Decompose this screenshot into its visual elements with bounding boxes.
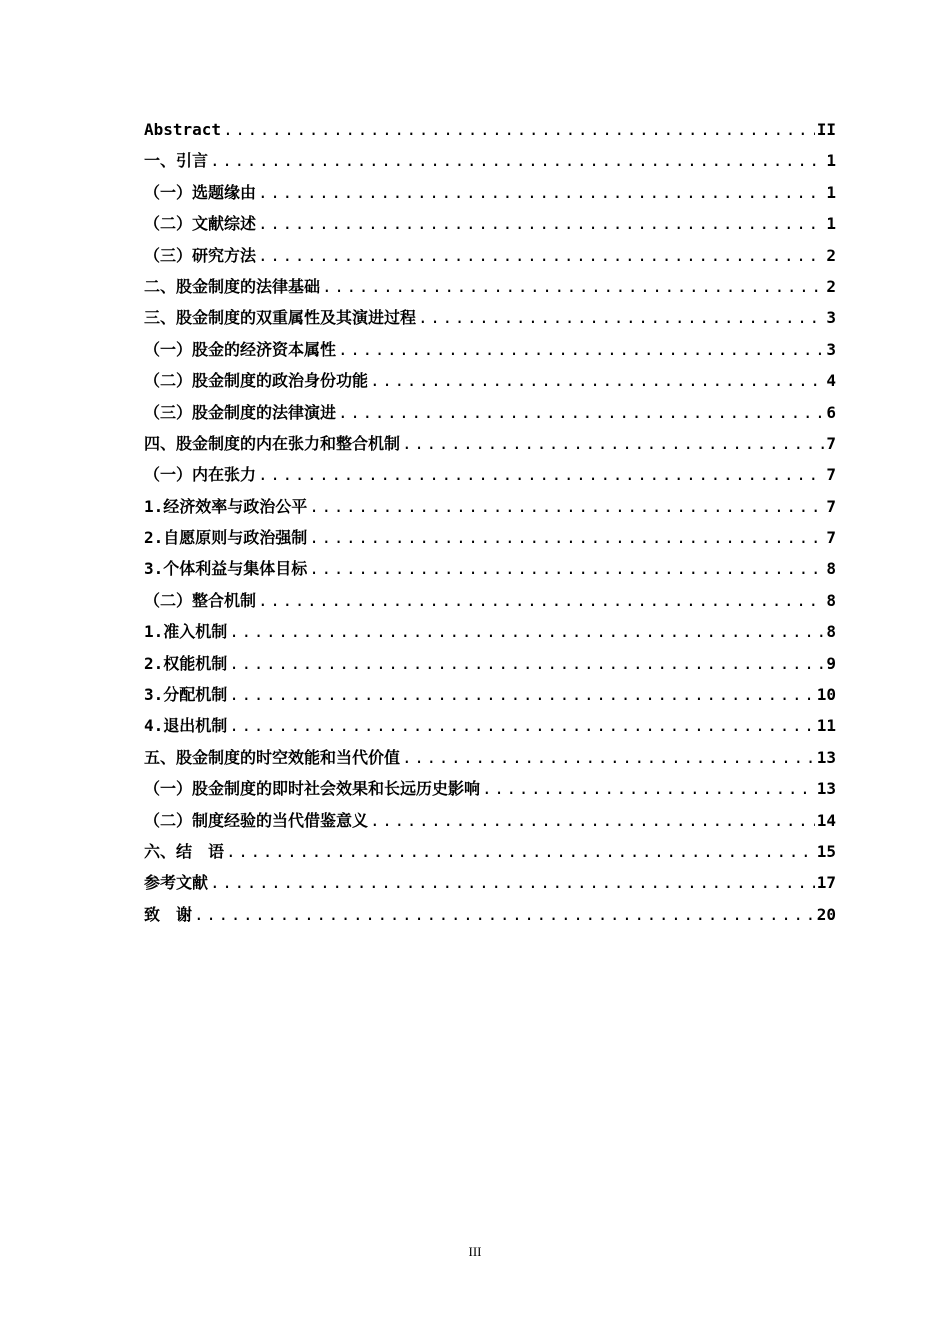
toc-entry-page: 13 xyxy=(816,747,836,767)
toc-dot-leader xyxy=(223,114,815,145)
toc-entry[interactable] xyxy=(144,836,836,867)
toc-entry-title: 二、股金制度的法律基础 xyxy=(144,276,321,296)
toc-entry-page: 7 xyxy=(826,496,836,516)
toc-entry-title: 三、股金制度的双重属性及其演进过程 xyxy=(144,308,417,328)
toc-entry-title: （一）内在张力 xyxy=(144,465,257,485)
toc-entry-title: （二）股金制度的政治身份功能 xyxy=(144,371,369,391)
toc-entry-title: （一）股金制度的即时社会效果和长远历史影响 xyxy=(144,779,481,799)
toc-entry[interactable] xyxy=(144,773,836,804)
toc-entry[interactable] xyxy=(144,648,836,679)
toc-entry-page: 11 xyxy=(816,716,836,736)
toc-dot-leader xyxy=(370,805,815,836)
page-number: III xyxy=(468,1244,482,1259)
toc-entry-title: 六、结 语 xyxy=(144,841,225,861)
toc-entry-title: （二）文献综述 xyxy=(144,214,257,234)
toc-dot-leader xyxy=(229,710,814,741)
toc-entry-page: 1 xyxy=(826,151,836,171)
toc-entry-title: 3.个体利益与集体目标 xyxy=(144,559,308,579)
toc-entry-page: 3 xyxy=(826,308,836,328)
toc-entry[interactable] xyxy=(144,742,836,773)
toc-dot-leader xyxy=(258,240,824,271)
toc-entry-page: 17 xyxy=(816,873,836,893)
toc-entry-title: 1.准入机制 xyxy=(144,622,228,642)
toc-entry-page: 3 xyxy=(826,339,836,359)
toc-entry[interactable] xyxy=(144,145,836,176)
toc-dot-leader xyxy=(309,553,824,584)
toc-entry-title: （一）选题缘由 xyxy=(144,182,257,202)
toc-entry[interactable] xyxy=(144,679,836,710)
toc-entry-title: 4.退出机制 xyxy=(144,716,228,736)
toc-dot-leader xyxy=(258,177,824,208)
toc-dot-leader xyxy=(258,208,824,239)
toc-entry-page: 15 xyxy=(816,841,836,861)
toc-dot-leader xyxy=(226,836,815,867)
toc-entry[interactable] xyxy=(144,522,836,553)
toc-entry[interactable] xyxy=(144,271,836,302)
toc-dot-leader xyxy=(322,271,824,302)
toc-entry-page: 8 xyxy=(826,590,836,610)
toc-dot-leader xyxy=(258,459,824,490)
toc-entry-page: 9 xyxy=(826,653,836,673)
toc-entry-page: 1 xyxy=(826,182,836,202)
toc-entry-page: 7 xyxy=(826,465,836,485)
toc-entry-page: 8 xyxy=(826,559,836,579)
toc-entry[interactable] xyxy=(144,491,836,522)
toc-entry[interactable] xyxy=(144,334,836,365)
toc-entry-title: 四、股金制度的内在张力和整合机制 xyxy=(144,433,401,453)
toc-entry-page: 1 xyxy=(826,214,836,234)
toc-entry-page: 2 xyxy=(826,245,836,265)
toc-dot-leader xyxy=(402,742,815,773)
toc-entry[interactable] xyxy=(144,553,836,584)
toc-entry[interactable] xyxy=(144,710,836,741)
toc-entry-page: 8 xyxy=(826,622,836,642)
toc-entry[interactable] xyxy=(144,867,836,898)
toc-entry[interactable] xyxy=(144,177,836,208)
toc-dot-leader xyxy=(482,773,815,804)
toc-entry[interactable] xyxy=(144,397,836,428)
toc-entry[interactable] xyxy=(144,302,836,333)
toc-entry-title: （三）股金制度的法律演进 xyxy=(144,402,337,422)
toc-entry-page: 4 xyxy=(826,371,836,391)
toc-dot-leader xyxy=(229,648,824,679)
toc-entry-title: 2.权能机制 xyxy=(144,653,228,673)
toc-entry-page: 2 xyxy=(826,276,836,296)
toc-entry-page: 6 xyxy=(826,402,836,422)
toc-entry-page: 13 xyxy=(816,779,836,799)
toc-entry-page: 20 xyxy=(816,904,836,924)
toc-entry[interactable] xyxy=(144,365,836,396)
toc-entry-title: 五、股金制度的时空效能和当代价值 xyxy=(144,747,401,767)
toc-dot-leader xyxy=(418,302,824,333)
table-of-contents xyxy=(144,114,836,930)
toc-entry[interactable] xyxy=(144,585,836,616)
toc-dot-leader xyxy=(194,899,815,930)
toc-dot-leader xyxy=(210,145,824,176)
toc-entry-title: （三）研究方法 xyxy=(144,245,257,265)
toc-entry-title: （二）整合机制 xyxy=(144,590,257,610)
toc-dot-leader xyxy=(309,491,824,522)
toc-entry[interactable] xyxy=(144,805,836,836)
toc-entry-page: II xyxy=(816,119,836,139)
toc-entry-page: 14 xyxy=(816,810,836,830)
toc-entry-page: 7 xyxy=(826,528,836,548)
toc-dot-leader xyxy=(370,365,824,396)
toc-entry[interactable] xyxy=(144,240,836,271)
toc-dot-leader xyxy=(229,679,814,710)
toc-dot-leader xyxy=(309,522,824,553)
toc-entry-page: 10 xyxy=(816,685,836,705)
toc-entry-title: 1.经济效率与政治公平 xyxy=(144,496,308,516)
toc-entry[interactable] xyxy=(144,208,836,239)
toc-entry-title: （一）股金的经济资本属性 xyxy=(144,339,337,359)
toc-entry-title: 参考文献 xyxy=(144,873,209,893)
toc-entry[interactable] xyxy=(144,616,836,647)
toc-entry-title: Abstract xyxy=(144,119,222,139)
toc-entry-title: 2.自愿原则与政治强制 xyxy=(144,528,308,548)
toc-entry[interactable] xyxy=(144,459,836,490)
toc-entry[interactable] xyxy=(144,114,836,145)
toc-dot-leader xyxy=(402,428,824,459)
toc-entry-title: 一、引言 xyxy=(144,151,209,171)
toc-dot-leader xyxy=(338,334,824,365)
toc-entry[interactable] xyxy=(144,428,836,459)
toc-dot-leader xyxy=(229,616,824,647)
toc-entry-title: （二）制度经验的当代借鉴意义 xyxy=(144,810,369,830)
toc-entry-page: 7 xyxy=(826,433,836,453)
toc-dot-leader xyxy=(258,585,824,616)
toc-dot-leader xyxy=(210,867,815,898)
toc-dot-leader xyxy=(338,397,824,428)
toc-entry-title: 3.分配机制 xyxy=(144,685,228,705)
toc-entry[interactable] xyxy=(144,899,836,930)
toc-entry-title: 致 谢 xyxy=(144,904,193,924)
